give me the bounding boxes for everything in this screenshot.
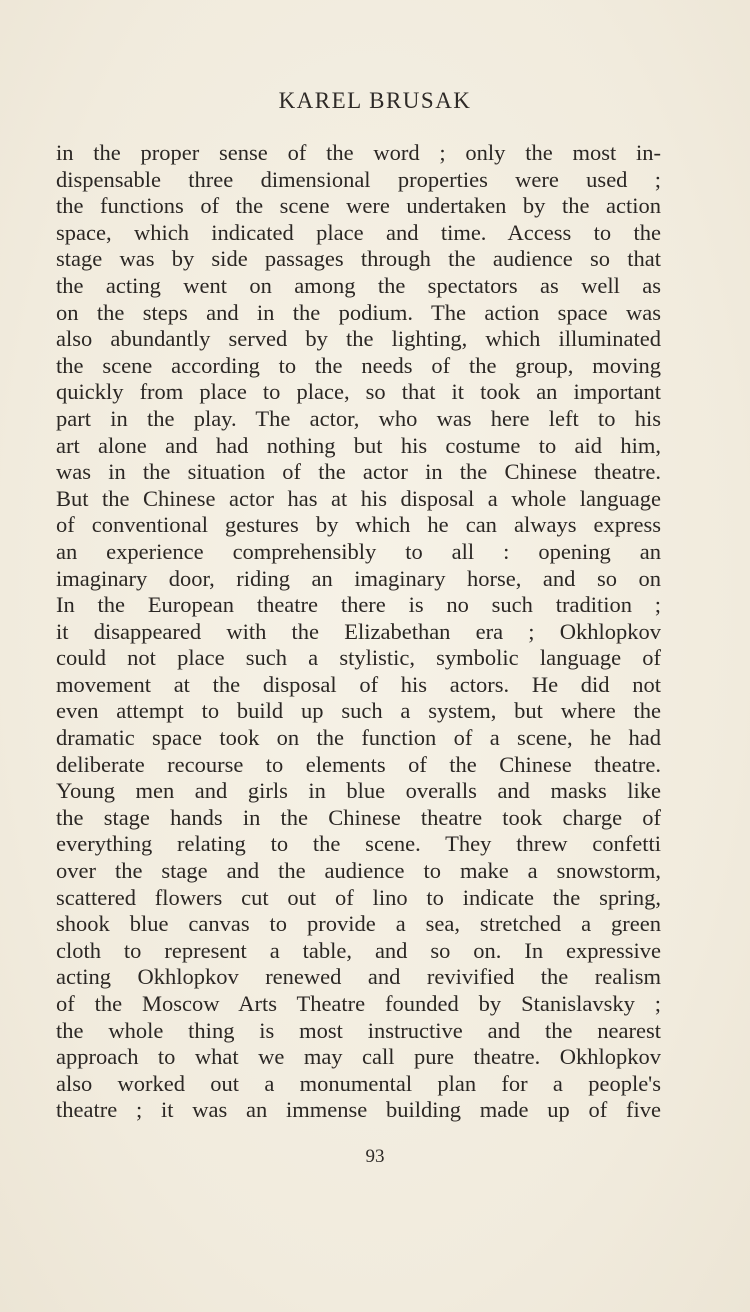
text-line: was in the situation of the actor in the Chinese theatre. (56, 459, 661, 485)
body-text (56, 140, 661, 1124)
text-line: the scene according to the needs of the group, moving (56, 352, 661, 378)
text-line: the acting went on among the spectators as well as (56, 272, 661, 298)
text-line: movement at the disposal of his actors. He did not (56, 671, 661, 697)
text-line: the functions of the scene were undertaken by the action (56, 193, 661, 219)
text-line: of conventional gestures by which he can always express (56, 512, 661, 538)
text-line: In the European theatre there is no such tradition ; (56, 592, 661, 618)
text-line: approach to what we may call pure theatre. Okhlopkov (56, 1044, 661, 1070)
page-number: 93 (365, 1146, 385, 1167)
text-line: dramatic space took on the function of a scene, he had (56, 725, 661, 751)
text-line: of the Moscow Arts Theatre founded by Stanislavsky ; (56, 991, 661, 1016)
text-line: imaginary door, riding an imaginary horse, and so on (56, 565, 661, 591)
text-line: the whole thing is most instructive and the nearest (56, 1017, 661, 1043)
text-line: an experience comprehensibly to all : opening an (56, 538, 661, 564)
text-line: everything relating to the scene. They threw confetti (56, 831, 661, 857)
text-line: it disappeared with the Elizabethan era ; Okhlopkov (56, 618, 661, 644)
text-line: also worked out a monumental plan for a people's (56, 1070, 661, 1096)
text-line: even attempt to build up such a system, but where the (56, 698, 661, 724)
text-line: could not place such a stylistic, symbolic language of (56, 645, 661, 671)
text-line: over the stage and the audience to make a snowstorm, (56, 858, 661, 884)
text-line: Young men and girls in blue overalls and masks like (56, 778, 661, 804)
text-line: theatre ; it was an immense building made up of five (56, 1097, 661, 1123)
text-line: the stage hands in the Chinese theatre took charge of (56, 804, 661, 830)
text-line: part in the play. The actor, who was here left to his (56, 405, 661, 431)
text-line: space, which indicated place and time. Access to the (56, 219, 661, 245)
text-line: also abundantly served by the lighting, which illuminated (56, 326, 661, 352)
text-line: in the proper sense of the word ; only the most in- (56, 140, 661, 165)
text-line: scattered flowers cut out of lino to indicate the spring, (56, 884, 661, 910)
text-line: on the steps and in the podium. The action space was (56, 299, 661, 325)
text-line: stage was by side passages through the audience so that (56, 246, 661, 272)
text-line: But the Chinese actor has at his disposal a whole language (56, 485, 661, 511)
running-head: KAREL BRUSAK (278, 88, 472, 113)
text-line: quickly from place to place, so that it took an important (56, 379, 661, 405)
text-line: shook blue canvas to provide a sea, stretched a green (56, 911, 661, 937)
text-line: dispensable three dimensional properties were used ; (56, 166, 661, 192)
text-line: art alone and had nothing but his costume to aid him, (56, 432, 661, 458)
text-line: deliberate recourse to elements of the Chinese theatre. (56, 751, 661, 777)
text-line: acting Okhlopkov renewed and revivified the realism (56, 964, 661, 990)
text-line: cloth to represent a table, and so on. In expressive (56, 937, 661, 963)
